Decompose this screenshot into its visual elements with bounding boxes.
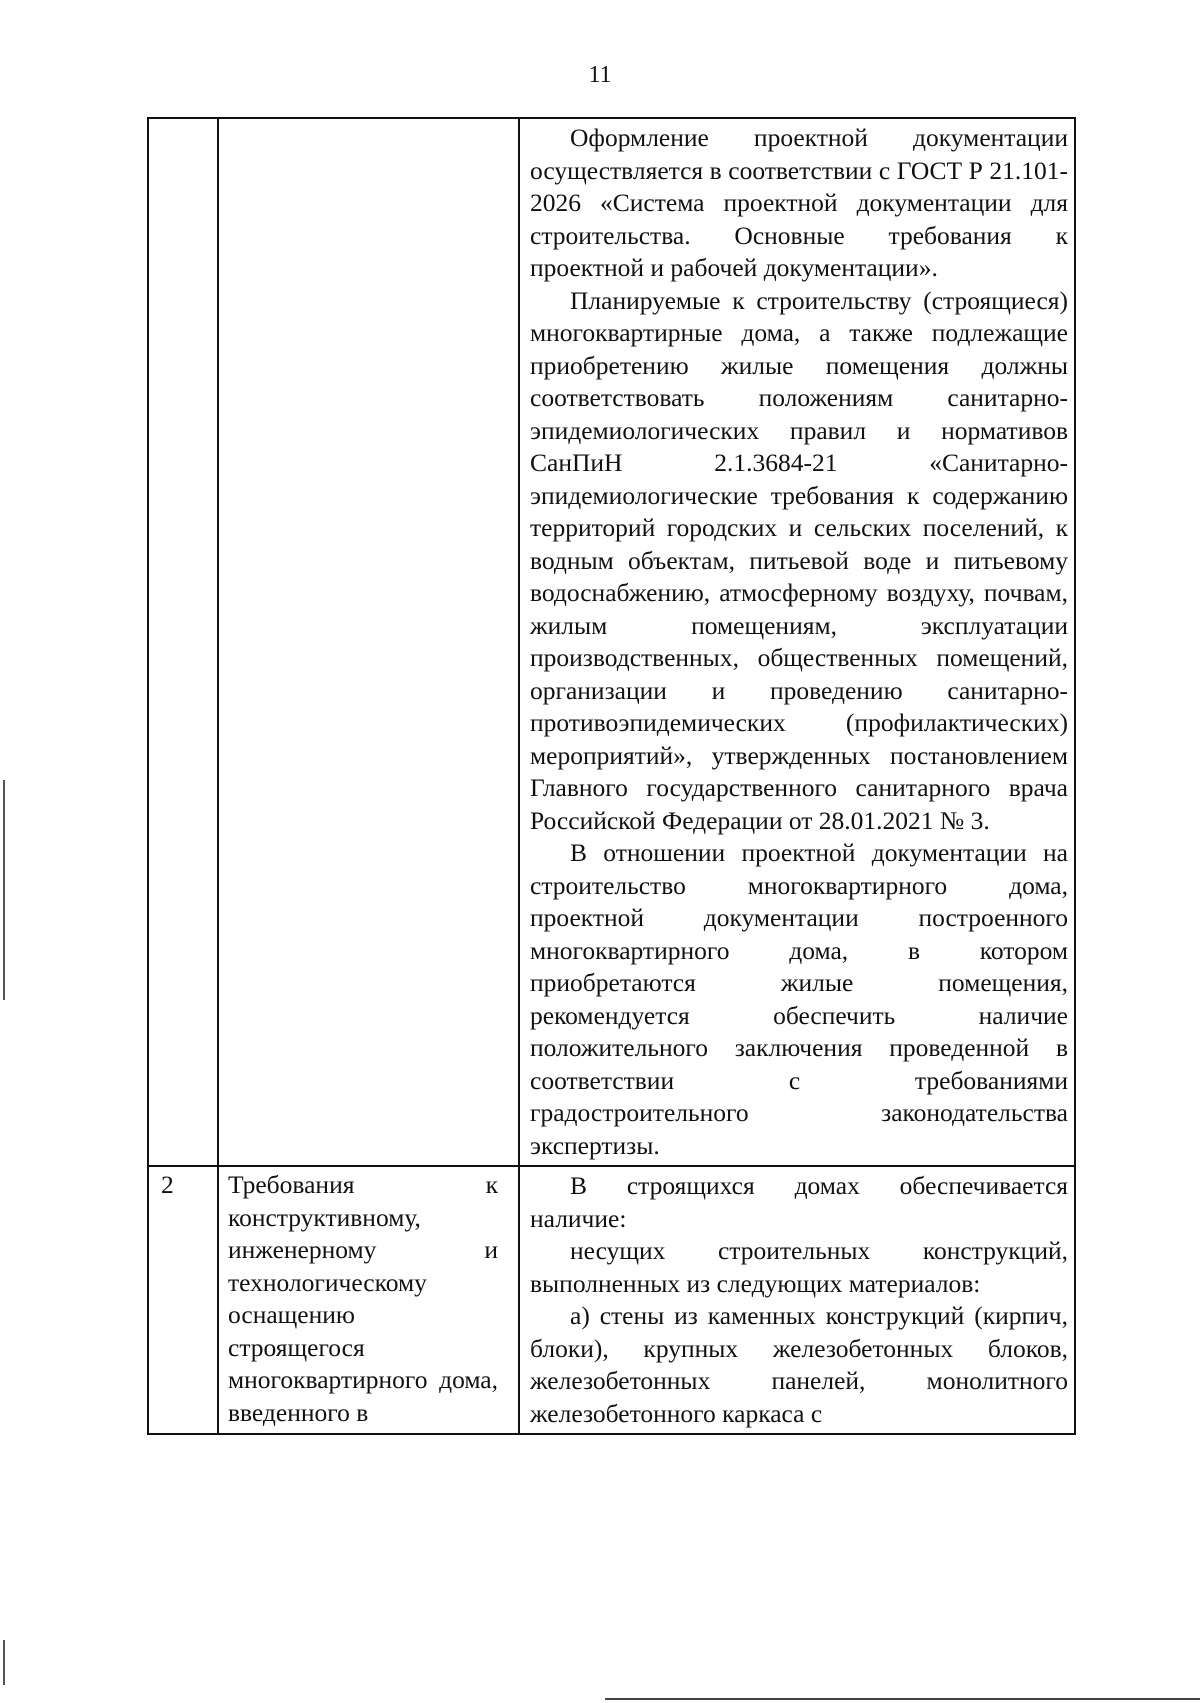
page-number: 11 [588, 62, 612, 88]
paragraph-expertise-recommendation: В отношении проектной документации на строительство многоквартирного дома, проектной документации построенного многоквартирного дома, в котором приобретаются жилые помещения, рекомендуется обеспечить наличие положительного заключения проведенной в соответствии с требованиями градостроительного законодательства экспертизы. [530, 838, 1068, 1160]
scan-margin-mark [3, 1640, 5, 1685]
table-row [148, 1166, 1075, 1434]
table-row [148, 118, 1075, 1166]
row-content-cell [519, 1166, 1075, 1434]
scan-margin-mark [3, 780, 5, 1000]
row-content-cell [519, 118, 1075, 1166]
row-title-cell [218, 118, 519, 1166]
row-number-cell: 2 [148, 1166, 218, 1434]
row-number-cell [148, 118, 218, 1166]
paragraph-construction-availability: В строящихся домах обеспечивается наличие: [530, 1171, 1068, 1233]
paragraph-load-bearing-structures: несущих строительных конструкций, выполненных из следующих материалов: [530, 1236, 1068, 1298]
paragraph-gost-formatting: Оформление проектной документации осуществляется в соответствии с ГОСТ Р 21.101-2026 «Система проектной документации для строительства. Основные требования к проектной и рабочей документации». [530, 123, 1068, 282]
requirements-table [147, 117, 1076, 1435]
row-title-cell [218, 1166, 519, 1434]
paragraph-sanpin-requirements: Планируемые к строительству (строящиеся) многоквартирные дома, а также подлежащие приобретению жилые помещения должны соответствовать положениям санитарно-эпидемиологических правил и нормативов СанПиН 2.1.3684-21 «Санитарно-эпидемиологические требования к содержанию территорий городских и сельских поселений, к водным объектам, питьевой воде и питьевому водоснабжению, атмосферному воздуху, почвам, жилым помещениям, эксплуатации производственных, общественных помещений, организации и проведению санитарно-противоэпидемических (профилактических) мероприятий», утвержденных постановлением Главного государственного санитарного врача Российской Федерации от 28.01.2021 № 3. [530, 285, 1068, 835]
scan-edge-line [605, 1698, 1200, 1700]
row-title-text: Требования к конструктивному, инженерному и технологическому оснащению строящегося многоквартирного дома, введенного в [228, 1170, 498, 1427]
paragraph-wall-materials: а) стены из каменных конструкций (кирпич, блоки), крупных железобетонных блоков, железобетонных панелей, монолитного железобетонного каркаса с [530, 1301, 1068, 1428]
